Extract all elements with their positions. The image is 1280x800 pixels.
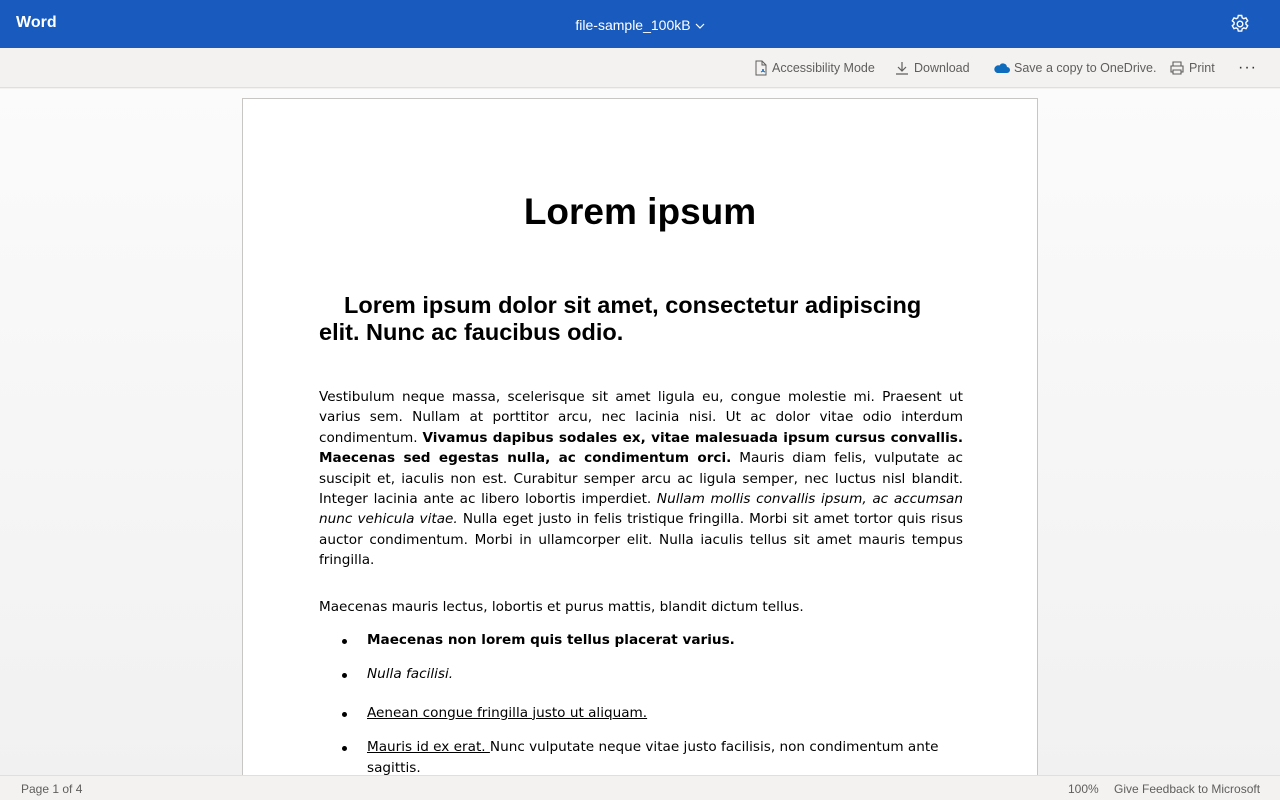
list-item-text: Nulla facilisi. bbox=[367, 666, 454, 683]
bullet-dot bbox=[342, 639, 347, 644]
document-canvas[interactable] bbox=[0, 89, 1280, 775]
paragraph-1-text-c: Nulla eget justo in felis tristique fringilla. Morbi sit amet tortor quis risus auctor condimentum. Morbi in ullamcorper elit. Nulla iaculis tellus sit amet mauris tempus fringilla. bbox=[319, 511, 963, 569]
paragraph-2: Maecenas mauris lectus, lobortis et purus mattis, blandit dictum tellus. bbox=[319, 599, 804, 615]
document-page bbox=[242, 98, 1038, 775]
document-subtitle: Lorem ipsum dolor sit amet, consectetur adipiscing elit. Nunc ac faucibus odio. bbox=[319, 292, 922, 345]
list-item-text: Nunc vulputate neque vitae justo facilisis, non condimentum ante sagittis. bbox=[367, 739, 939, 775]
list-item bbox=[319, 664, 963, 684]
give-feedback-link[interactable]: Give Feedback to Microsoft bbox=[1114, 782, 1261, 796]
list-item bbox=[319, 703, 963, 723]
paragraph-1-italic-text: Nullam mollis convallis ipsum, ac accumsan nunc vehicula vitae. bbox=[319, 491, 963, 528]
accessibility-document-icon bbox=[754, 60, 768, 76]
paragraph-1-text-a: Vestibulum neque massa, scelerisque sit amet ligula eu, congue molestie mi. Praesent ut varius sem. Nullam at porttitor arcu, nec lacinia nisi. Ut ac dolor vitae odio interdum condimentum. bbox=[319, 389, 963, 446]
status-bar bbox=[0, 775, 1280, 800]
gear-icon[interactable] bbox=[1229, 13, 1251, 35]
app-header bbox=[0, 0, 1280, 48]
bullet-list bbox=[319, 630, 963, 775]
page-count: Page 1 of 4 bbox=[21, 782, 83, 796]
list-item bbox=[319, 630, 963, 650]
paragraph-1 bbox=[319, 387, 963, 571]
file-name-button[interactable] bbox=[0, 16, 1280, 33]
save-copy-onedrive-button[interactable] bbox=[993, 58, 1156, 78]
list-item-text: Aenean congue fringilla justo ut aliquam. bbox=[367, 704, 648, 721]
printer-icon bbox=[1169, 60, 1185, 76]
download-button[interactable] bbox=[894, 58, 970, 78]
app-name[interactable]: Word bbox=[16, 14, 57, 31]
list-item bbox=[319, 737, 963, 775]
chevron-down-icon bbox=[695, 16, 705, 32]
bullet-dot bbox=[342, 673, 347, 678]
list-item-underlined-text: Mauris id ex erat. bbox=[367, 739, 490, 756]
bullet-dot bbox=[342, 746, 347, 751]
list-item-text: Maecenas non lorem quis tellus placerat varius. bbox=[367, 632, 735, 648]
print-button[interactable] bbox=[1169, 58, 1215, 78]
more-options-button[interactable]: ··· bbox=[1238, 59, 1257, 76]
download-label: Download bbox=[914, 61, 970, 75]
accessibility-mode-label: Accessibility Mode bbox=[772, 61, 875, 75]
file-name-label: file-sample_100kB bbox=[575, 17, 691, 33]
command-bar bbox=[0, 48, 1280, 88]
paragraph-1-bold-text: Vivamus dapibus sodales ex, vitae malesuada ipsum cursus convallis. Maecenas sed egestas nulla, ac condimentum orci. bbox=[319, 429, 963, 467]
save-copy-label: Save a copy to OneDrive. bbox=[1014, 61, 1157, 75]
print-label: Print bbox=[1189, 61, 1215, 75]
download-icon bbox=[894, 60, 910, 76]
bullet-dot bbox=[342, 712, 347, 717]
accessibility-mode-button[interactable] bbox=[754, 58, 875, 78]
zoom-level[interactable]: 100% bbox=[1068, 782, 1099, 796]
document-title: Lorem ipsum bbox=[523, 191, 757, 232]
paragraph-1-text-b: Mauris diam felis, vulputate ac suscipit et, iaculis non est. Curabitur semper arcu ac ligula semper, nec luctus nisl blandit. Integer lacinia ante ac libero lobortis imperdiet. bbox=[319, 450, 963, 508]
onedrive-cloud-icon bbox=[993, 62, 1010, 74]
